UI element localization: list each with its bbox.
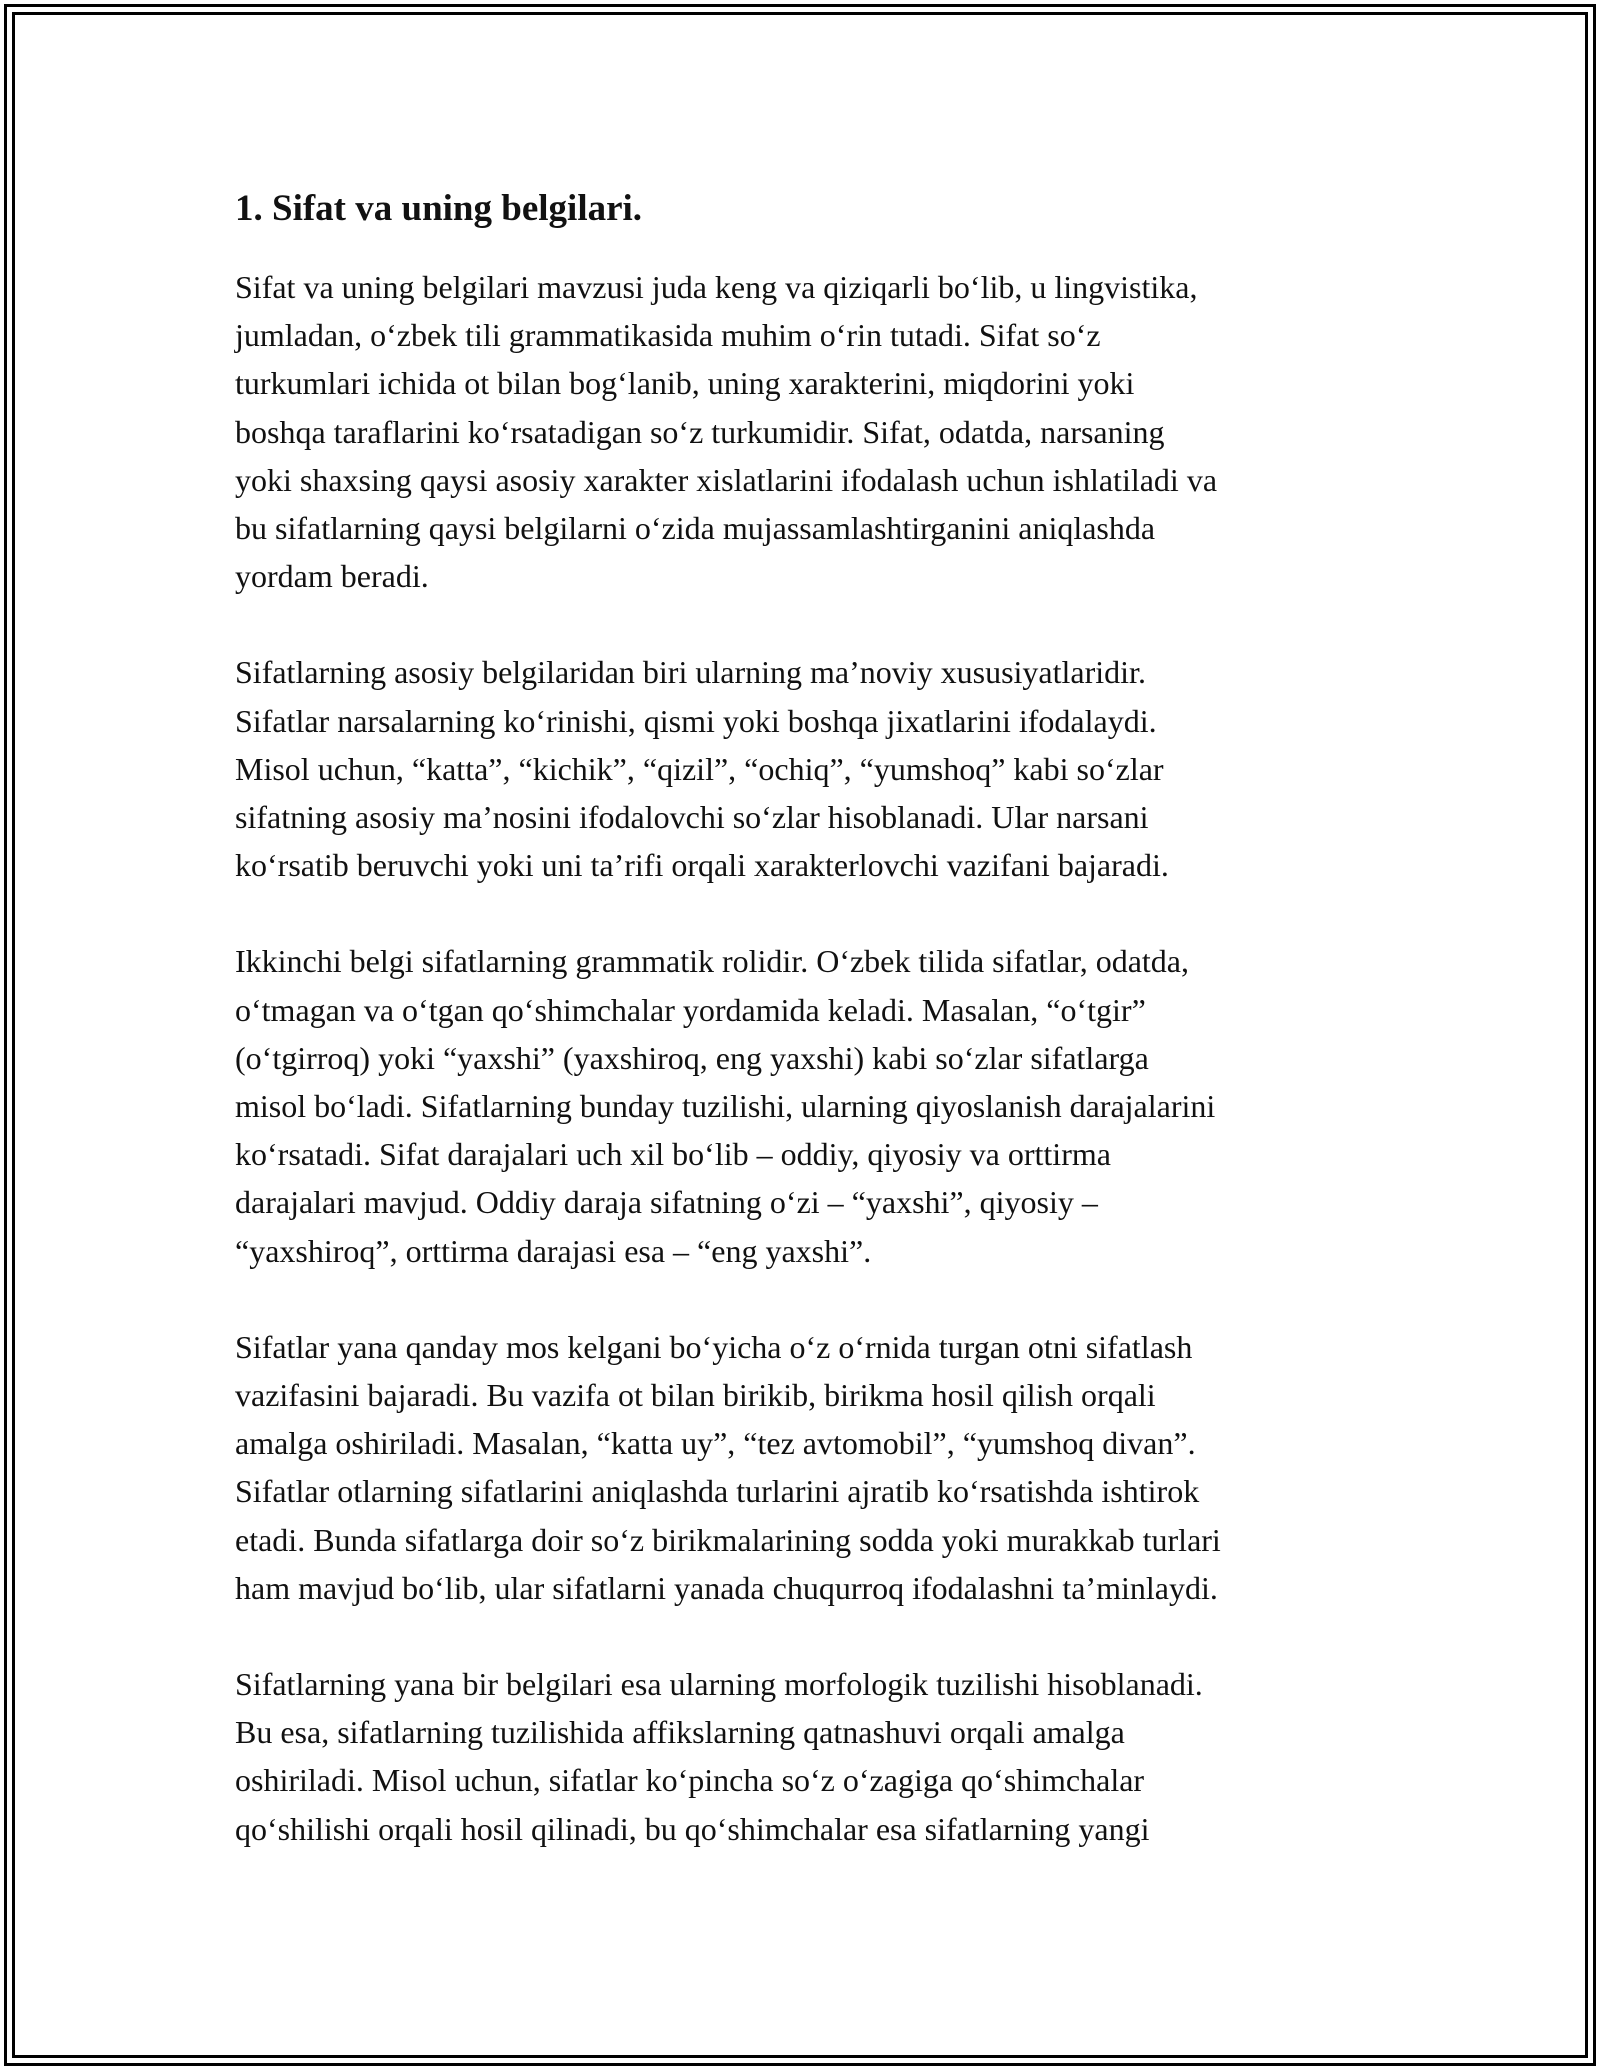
paragraph-5 [235,1660,1375,1853]
text-line: sifatning asosiy maʼnosini ifodalovchi soʻzlar hisoblanadi. Ular narsani [235,799,1149,836]
text-line: qoʻshilishi orqali hosil qilinadi, bu qoʻshimchalar esa sifatlarning yangi [235,1810,1150,1847]
text-line: darajalari mavjud. Oddiy daraja sifatning oʻzi – “yaxshi”, qiyosiy – [235,1184,1098,1221]
text-line: koʻrsatadi. Sifat darajalari uch xil boʻlib – oddiy, qiyosiy va orttirma [235,1136,1111,1173]
text-line: Sifatlarning yana bir belgilari esa ularning morfologik tuzilishi hisoblanadi. [235,1666,1203,1703]
text-line: etadi. Bunda sifatlarga doir soʻz birikmalarining sodda yoki murakkab turlari [235,1521,1221,1558]
text-line: Sifatlar yana qanday mos kelgani boʻyicha oʻz oʻrnida turgan otni sifatlash [235,1328,1193,1365]
text-line: Ikkinchi belgi sifatlarning grammatik rolidir. Oʻzbek tilida sifatlar, odatda, [235,943,1189,980]
text-line: Sifatlar otlarning sifatlarini aniqlashda turlarini ajratib koʻrsatishda ishtirok [235,1473,1200,1510]
text-line: turkumlari ichida ot bilan bogʻlanib, uning xarakterini, miqdorini yoki [235,365,1135,402]
text-line: ham mavjud boʻlib, ular sifatlarni yanada chuqurroq ifodalashni taʼminlaydi. [235,1569,1218,1606]
text-line: Bu esa, sifatlarning tuzilishida affikslarning qatnashuvi orqali amalga [235,1714,1125,1751]
document-heading: 1. Sifat va uning belgilari. [235,188,643,229]
paragraph-3 [235,937,1375,1274]
text-line: yoki shaxsing qaysi asosiy xarakter xislatlarini ifodalash uchun ishlatiladi va [235,461,1218,498]
text-line: jumladan, oʻzbek tili grammatikasida muhim oʻrin tutadi. Sifat soʻz [235,317,1101,354]
text-line: Misol uchun, “katta”, “kichik”, “qizil”, “ochiq”, “yumshoq” kabi soʻzlar [235,750,1164,787]
text-line: (oʻtgirroq) yoki “yaxshi” (yaxshiroq, eng yaxshi) kabi soʻzlar sifatlarga [235,1039,1149,1076]
paragraph-4 [235,1323,1375,1612]
text-line: misol boʻladi. Sifatlarning bunday tuzilishi, ularning qiyoslanish darajalarini [235,1088,1216,1125]
text-line: Sifat va uning belgilari mavzusi juda keng va qiziqarli boʻlib, u lingvistika, [235,269,1198,305]
text-line: koʻrsatib beruvchi yoki uni taʼrifi orqali xarakterlovchi vazifani bajaradi. [235,847,1169,884]
text-line: “yaxshiroq”, orttirma darajasi esa – “eng yaxshi”. [235,1232,872,1269]
document-body [235,185,1375,1901]
text-line: boshqa taraflarini koʻrsatadigan soʻz turkumidir. Sifat, odatda, narsaning [235,413,1165,450]
text-line: yordam beradi. [235,558,429,595]
text-line: Sifatlar narsalarning koʻrinishi, qismi yoki boshqa jixatlarini ifodalaydi. [235,702,1157,739]
text-line: bu sifatlarning qaysi belgilarni oʻzida mujassamlashtirganini aniqlashda [235,510,1156,547]
paragraph-2 [235,648,1375,889]
text-line: oʻtmagan va oʻtgan qoʻshimchalar yordamida keladi. Masalan, “oʻtgir” [235,991,1146,1028]
text-line: Sifatlarning asosiy belgilaridan biri ularning maʼnoviy xususiyatlaridir. [235,654,1146,691]
paragraph-1 [235,263,1375,600]
text-line: amalga oshiriladi. Masalan, “katta uy”, “tez avtomobil”, “yumshoq divan”. [235,1425,1196,1462]
text-line: oshiriladi. Misol uchun, sifatlar koʻpincha soʻz oʻzagiga qoʻshimchalar [235,1762,1145,1799]
text-line: vazifasini bajaradi. Bu vazifa ot bilan birikib, birikma hosil qilish orqali [235,1377,1156,1414]
